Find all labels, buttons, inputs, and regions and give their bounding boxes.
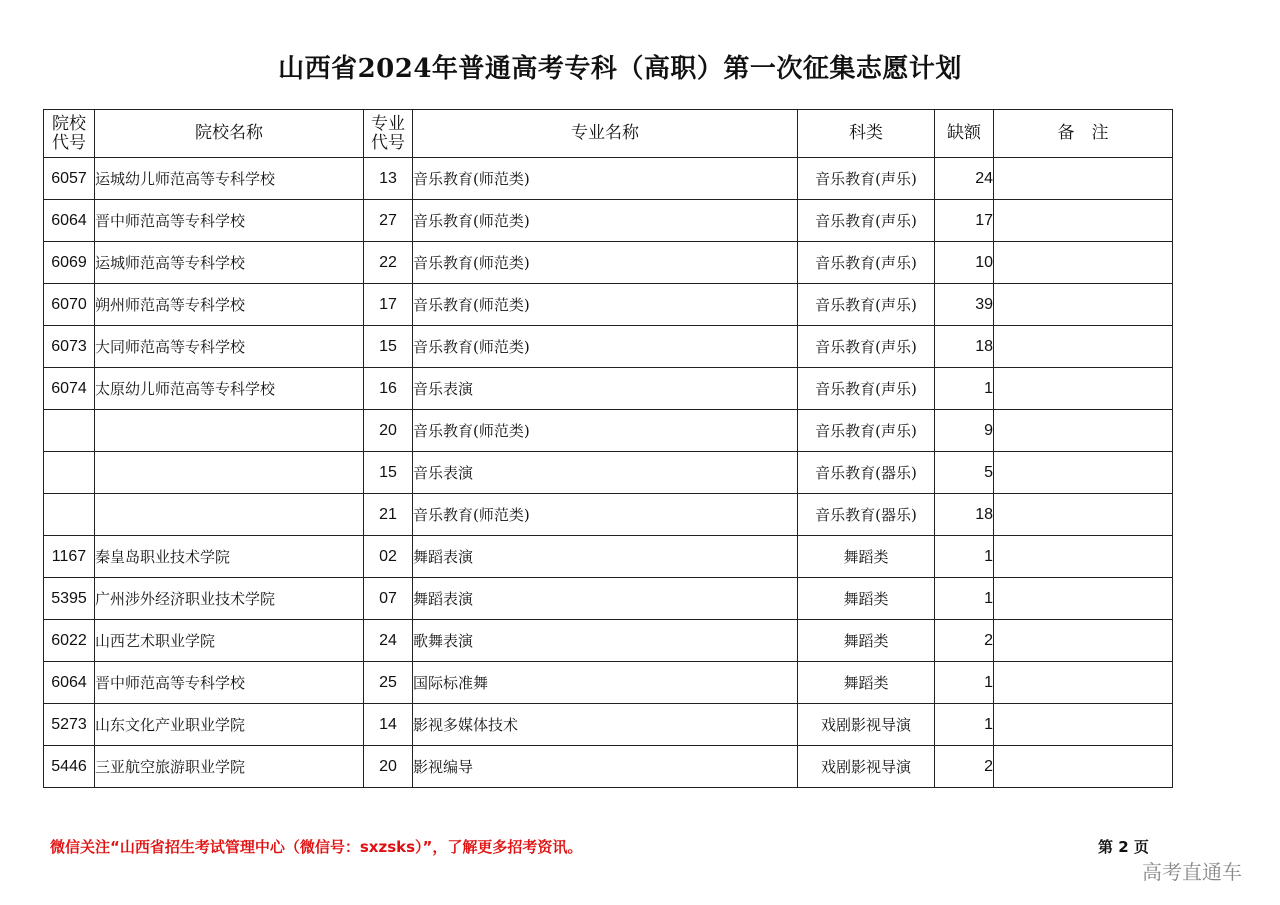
remarks-cell xyxy=(994,662,1173,704)
major-name-cell: 歌舞表演 xyxy=(413,620,798,662)
category-cell: 音乐教育(声乐) xyxy=(798,242,935,284)
major-code-cell: 02 xyxy=(364,536,413,578)
vacancies-cell: 18 xyxy=(935,326,994,368)
school-code-cell: 6070 xyxy=(44,284,95,326)
school-code-cell: 6073 xyxy=(44,326,95,368)
school-code-cell xyxy=(44,494,95,536)
major-code-cell: 17 xyxy=(364,284,413,326)
remarks-cell xyxy=(994,746,1173,788)
table-row xyxy=(44,704,1173,746)
remarks-cell xyxy=(994,284,1173,326)
school-code-cell: 6057 xyxy=(44,158,95,200)
major-code-cell: 07 xyxy=(364,578,413,620)
school-code-cell: 6064 xyxy=(44,662,95,704)
major-code-cell: 22 xyxy=(364,242,413,284)
table-row xyxy=(44,578,1173,620)
remarks-cell xyxy=(994,704,1173,746)
category-cell: 音乐教育(声乐) xyxy=(798,410,935,452)
school-name-cell xyxy=(95,410,364,452)
major-name-cell: 音乐表演 xyxy=(413,368,798,410)
remarks-cell xyxy=(994,578,1173,620)
table-row xyxy=(44,284,1173,326)
vacancies-cell: 2 xyxy=(935,620,994,662)
page-number: 第 2 页 xyxy=(1098,838,1149,856)
category-cell: 音乐教育(声乐) xyxy=(798,284,935,326)
table-row xyxy=(44,746,1173,788)
vacancies-cell: 1 xyxy=(935,704,994,746)
vacancies-cell: 2 xyxy=(935,746,994,788)
remarks-cell xyxy=(994,536,1173,578)
major-code-cell: 20 xyxy=(364,746,413,788)
table-row xyxy=(44,494,1173,536)
school-code-cell: 6022 xyxy=(44,620,95,662)
school-code-cell: 5273 xyxy=(44,704,95,746)
category-cell: 戏剧影视导演 xyxy=(798,746,935,788)
table-row xyxy=(44,662,1173,704)
category-cell: 舞蹈类 xyxy=(798,662,935,704)
vacancies-cell: 1 xyxy=(935,536,994,578)
major-code-cell: 15 xyxy=(364,326,413,368)
school-name-cell: 晋中师范高等专科学校 xyxy=(95,200,364,242)
major-name-cell: 音乐教育(师范类) xyxy=(413,494,798,536)
header-row xyxy=(44,110,1173,158)
table-row xyxy=(44,536,1173,578)
major-name-cell: 音乐教育(师范类) xyxy=(413,326,798,368)
category-cell: 音乐教育(器乐) xyxy=(798,494,935,536)
category-cell: 音乐教育(声乐) xyxy=(798,158,935,200)
school-code-cell: 6069 xyxy=(44,242,95,284)
category-cell: 舞蹈类 xyxy=(798,536,935,578)
major-code-cell: 25 xyxy=(364,662,413,704)
remarks-cell xyxy=(994,494,1173,536)
major-name-cell: 音乐教育(师范类) xyxy=(413,284,798,326)
header-school-name: 院校名称 xyxy=(95,110,364,158)
category-cell: 音乐教育(声乐) xyxy=(798,200,935,242)
table-body xyxy=(44,158,1173,788)
vacancies-cell: 10 xyxy=(935,242,994,284)
header-school-code: 院校代号 xyxy=(44,110,95,158)
table-row xyxy=(44,368,1173,410)
wechat-notice: 微信关注“山西省招生考试管理中心（微信号：sxzsks）”，了解更多招考资讯。 xyxy=(50,838,583,856)
table-row xyxy=(44,620,1173,662)
category-cell: 音乐教育(声乐) xyxy=(798,326,935,368)
remarks-cell xyxy=(994,326,1173,368)
major-name-cell: 舞蹈表演 xyxy=(413,578,798,620)
school-name-cell: 山东文化产业职业学院 xyxy=(95,704,364,746)
category-cell: 音乐教育(器乐) xyxy=(798,452,935,494)
major-code-cell: 16 xyxy=(364,368,413,410)
major-name-cell: 舞蹈表演 xyxy=(413,536,798,578)
school-code-cell: 6064 xyxy=(44,200,95,242)
major-name-cell: 影视编导 xyxy=(413,746,798,788)
remarks-cell xyxy=(994,452,1173,494)
vacancies-cell: 1 xyxy=(935,662,994,704)
school-name-cell: 运城幼儿师范高等专科学校 xyxy=(95,158,364,200)
table-row xyxy=(44,158,1173,200)
school-code-cell xyxy=(44,410,95,452)
school-name-cell: 运城师范高等专科学校 xyxy=(95,242,364,284)
major-name-cell: 影视多媒体技术 xyxy=(413,704,798,746)
header-vacancies: 缺额 xyxy=(935,110,994,158)
remarks-cell xyxy=(994,620,1173,662)
school-code-cell: 5395 xyxy=(44,578,95,620)
category-cell: 戏剧影视导演 xyxy=(798,704,935,746)
school-name-cell xyxy=(95,452,364,494)
major-code-cell: 27 xyxy=(364,200,413,242)
school-code-cell: 1167 xyxy=(44,536,95,578)
school-name-cell: 广州涉外经济职业技术学院 xyxy=(95,578,364,620)
major-name-cell: 音乐表演 xyxy=(413,452,798,494)
vacancies-cell: 24 xyxy=(935,158,994,200)
school-name-cell: 山西艺术职业学院 xyxy=(95,620,364,662)
category-cell: 舞蹈类 xyxy=(798,620,935,662)
table-row xyxy=(44,410,1173,452)
header-major-code: 专业代号 xyxy=(364,110,413,158)
vacancies-cell: 1 xyxy=(935,578,994,620)
header-category: 科类 xyxy=(798,110,935,158)
remarks-cell xyxy=(994,368,1173,410)
major-code-cell: 24 xyxy=(364,620,413,662)
vacancies-cell: 5 xyxy=(935,452,994,494)
major-code-cell: 14 xyxy=(364,704,413,746)
school-name-cell: 晋中师范高等专科学校 xyxy=(95,662,364,704)
major-name-cell: 音乐教育(师范类) xyxy=(413,200,798,242)
category-cell: 音乐教育(声乐) xyxy=(798,368,935,410)
table-row xyxy=(44,200,1173,242)
school-code-cell xyxy=(44,452,95,494)
school-name-cell xyxy=(95,494,364,536)
major-name-cell: 音乐教育(师范类) xyxy=(413,410,798,452)
remarks-cell xyxy=(994,200,1173,242)
table-row xyxy=(44,326,1173,368)
remarks-cell xyxy=(994,242,1173,284)
header-major-name: 专业名称 xyxy=(413,110,798,158)
plan-table xyxy=(43,109,1173,788)
watermark: 高考直通车 xyxy=(1142,860,1242,884)
vacancies-cell: 18 xyxy=(935,494,994,536)
major-code-cell: 13 xyxy=(364,158,413,200)
major-code-cell: 21 xyxy=(364,494,413,536)
vacancies-cell: 39 xyxy=(935,284,994,326)
remarks-cell xyxy=(994,410,1173,452)
school-name-cell: 秦皇岛职业技术学院 xyxy=(95,536,364,578)
table-row xyxy=(44,242,1173,284)
school-code-cell: 5446 xyxy=(44,746,95,788)
vacancies-cell: 1 xyxy=(935,368,994,410)
school-name-cell: 大同师范高等专科学校 xyxy=(95,326,364,368)
major-name-cell: 音乐教育(师范类) xyxy=(413,242,798,284)
school-name-cell: 朔州师范高等专科学校 xyxy=(95,284,364,326)
vacancies-cell: 17 xyxy=(935,200,994,242)
major-name-cell: 音乐教育(师范类) xyxy=(413,158,798,200)
table-row xyxy=(44,452,1173,494)
major-code-cell: 15 xyxy=(364,452,413,494)
remarks-cell xyxy=(994,158,1173,200)
header-remarks: 备 注 xyxy=(994,110,1173,158)
school-name-cell: 太原幼儿师范高等专科学校 xyxy=(95,368,364,410)
school-name-cell: 三亚航空旅游职业学院 xyxy=(95,746,364,788)
category-cell: 舞蹈类 xyxy=(798,578,935,620)
major-name-cell: 国际标准舞 xyxy=(413,662,798,704)
school-code-cell: 6074 xyxy=(44,368,95,410)
major-code-cell: 20 xyxy=(364,410,413,452)
page-title: 山西省2024年普通高考专科（高职）第一次征集志愿计划 xyxy=(278,54,962,84)
vacancies-cell: 9 xyxy=(935,410,994,452)
